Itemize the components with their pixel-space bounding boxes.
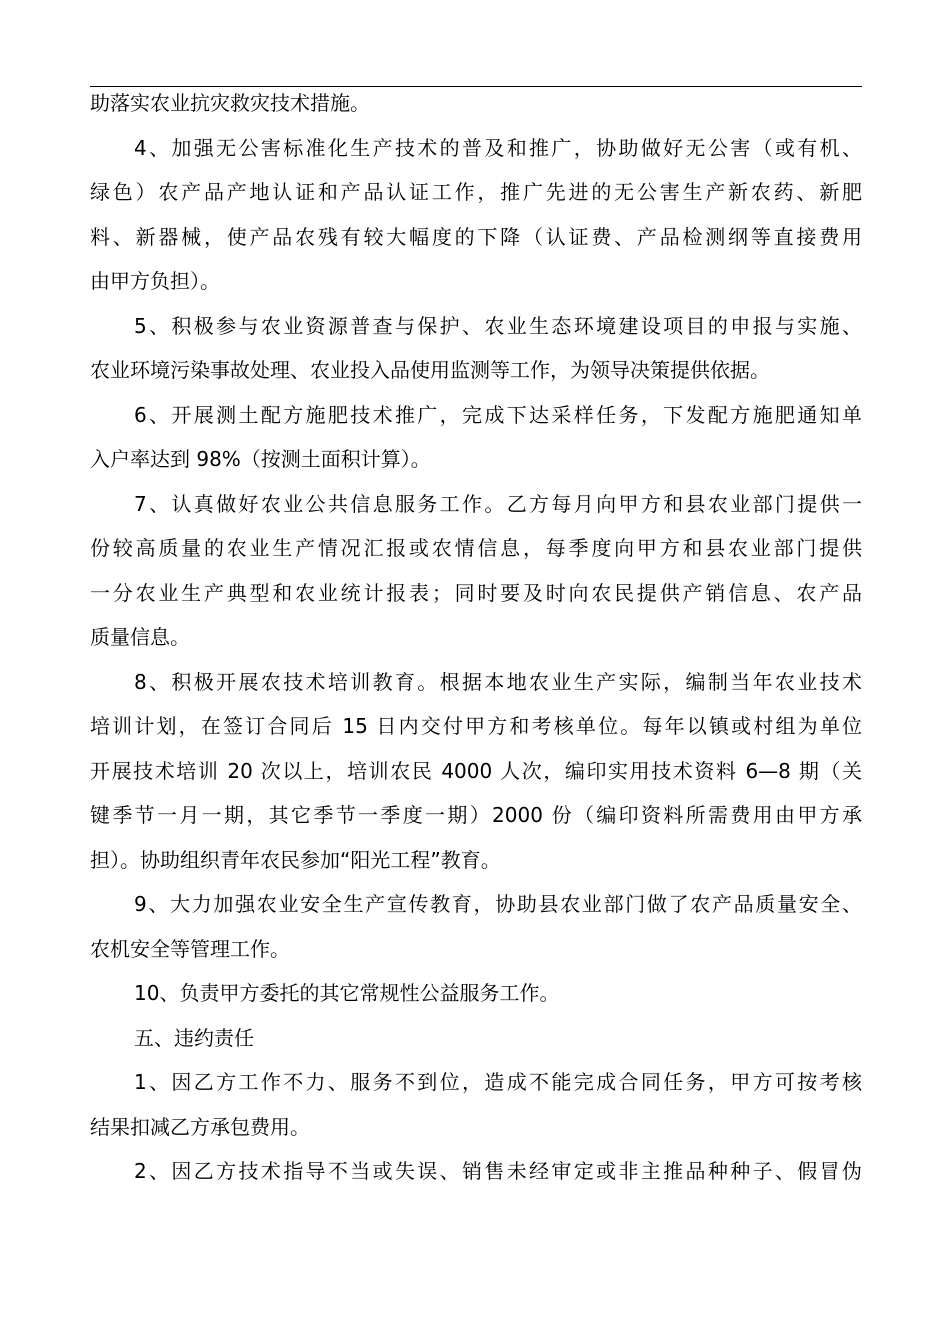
- text-line: 开展技术培训 20 次以上，培训农民 4000 人次，编印实用技术资料 6—8 期（关: [90, 759, 862, 783]
- text-line: 一分农业生产典型和农业统计报表；同时要及时向农民提供产销信息、农产品: [90, 581, 862, 605]
- text-line: 担）。协助组织青年农民参加“阳光工程”教育。: [90, 848, 501, 872]
- text-line: 7、认真做好农业公共信息服务工作。乙方每月向甲方和县农业部门提供一: [134, 492, 862, 516]
- text-line: 9、大力加强农业安全生产宣传教育，协助县农业部门做了农产品质量安全、: [134, 892, 862, 916]
- text-line: 份较高质量的农业生产情况汇报或农情信息，每季度向甲方和县农业部门提供: [90, 536, 862, 560]
- text-line: 5、积极参与农业资源普查与保护、农业生态环境建设项目的申报与实施、: [134, 314, 862, 338]
- text-line: 6、开展测土配方施肥技术推广，完成下达采样任务，下发配方施肥通知单: [134, 403, 862, 427]
- text-line: 由甲方负担）。: [90, 269, 220, 293]
- text-line: 4、加强无公害标准化生产技术的普及和推广，协助做好无公害（或有机、: [134, 136, 862, 160]
- text-line: 8、积极开展农技术培训教育。根据本地农业生产实际，编制当年农业技术: [134, 670, 862, 694]
- text-line: 结果扣减乙方承包费用。: [90, 1115, 310, 1139]
- text-line: 质量信息。: [90, 625, 190, 649]
- text-line: 培训计划，在签订合同后 15 日内交付甲方和考核单位。每年以镇或村组为单位: [90, 714, 862, 738]
- text-line: 键季节一月一期，其它季节一季度一期）2000 份（编印资料所需费用由甲方承: [90, 803, 862, 827]
- text-line: 料、新器械，使产品农残有较大幅度的下降（认证费、产品检测纲等直接费用: [90, 225, 862, 249]
- text-line: 10、负责甲方委托的其它常规性公益服务工作。: [134, 981, 560, 1005]
- text-line: 农机安全等管理工作。: [90, 937, 290, 961]
- text-line: 1、因乙方工作不力、服务不到位，造成不能完成合同任务，甲方可按考核: [134, 1070, 862, 1094]
- text-line: 助落实农业抗灾救灾技术措施。: [90, 91, 370, 115]
- text-line: 绿色）农产品产地认证和产品认证工作，推广先进的无公害生产新农药、新肥: [90, 180, 862, 204]
- text-line: 农业环境污染事故处理、农业投入品使用监测等工作，为领导决策提供依据。: [90, 358, 770, 382]
- text-line: 五、违约责任: [134, 1026, 254, 1050]
- text-line: 入户率达到 98%（按测土面积计算）。: [90, 447, 431, 471]
- text-line: 2、因乙方技术指导不当或失误、销售未经审定或非主推品种种子、假冒伪: [134, 1159, 862, 1183]
- header-rule: [90, 86, 862, 87]
